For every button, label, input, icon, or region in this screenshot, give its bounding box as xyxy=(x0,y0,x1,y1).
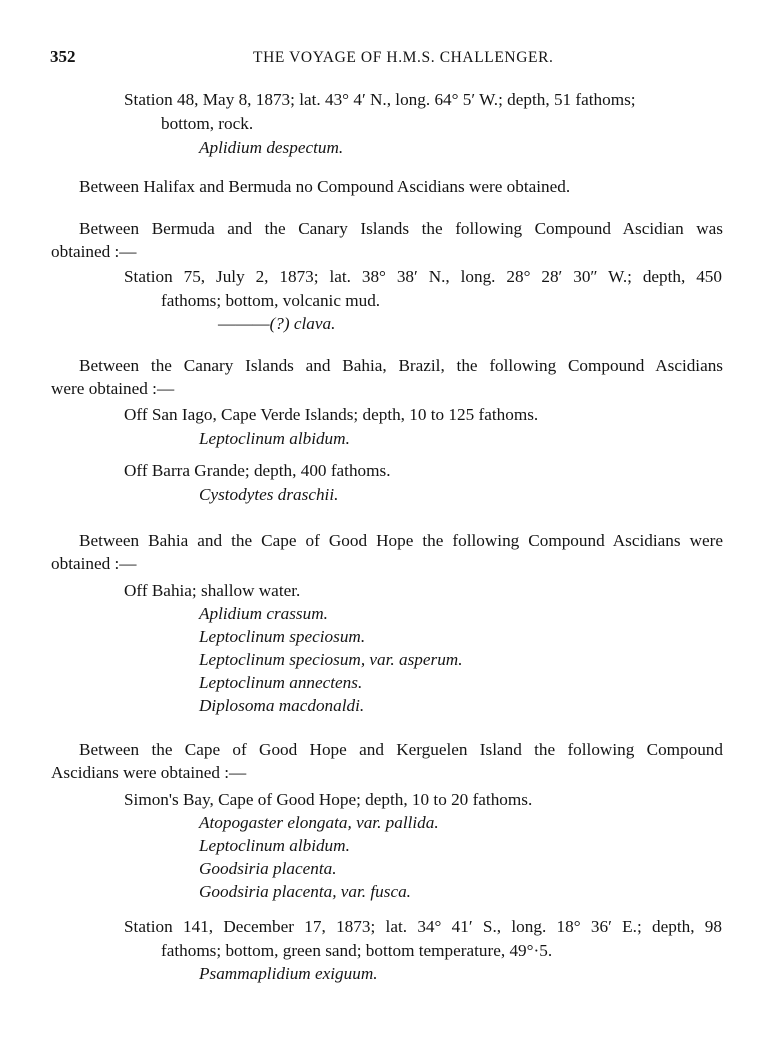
paragraph-halifax-bermuda: Between Halifax and Bermuda no Compound Ascidians were obtained. xyxy=(79,177,571,196)
species-name: Diplosoma macdonaldi. xyxy=(199,696,365,715)
running-title: THE VOYAGE OF H.M.S. CHALLENGER. xyxy=(253,49,554,66)
species-epithet: (?) clava. xyxy=(269,314,336,333)
genus-dash: ——— xyxy=(218,314,270,333)
paragraph-canary-bahia-line-1: Between the Canary Islands and Bahia, Brazil, the following Compound Ascidians xyxy=(79,356,723,375)
species-name: Psammaplidium exiguum. xyxy=(199,964,378,983)
species-name: Aplidium crassum. xyxy=(199,604,328,623)
species-name: Leptoclinum albidum. xyxy=(199,429,350,448)
species-name: Goodsiria placenta, var. fusca. xyxy=(199,882,411,901)
page-number: 352 xyxy=(50,47,76,66)
paragraph-cape-kerguelen-line-2: Ascidians were obtained :— xyxy=(51,763,247,782)
paragraph-bahia-cape-line-1: Between Bahia and the Cape of Good Hope the following Compound Ascidians were xyxy=(79,531,723,550)
station-75-line-1: Station 75, July 2, 1873; lat. 38° 38′ N., long. 28° 28′ 30″ W.; depth, 450 xyxy=(124,267,722,286)
locality-san-iago: Off San Iago, Cape Verde Islands; depth, 10 to 125 fathoms. xyxy=(124,405,539,424)
paragraph-bermuda-canary-line-1: Between Bermuda and the Canary Islands the following Compound Ascidian was xyxy=(79,219,723,238)
station-141-line-1: Station 141, December 17, 1873; lat. 34° 41′ S., long. 18° 36′ E.; depth, 98 xyxy=(124,917,722,936)
species-name: Leptoclinum annectens. xyxy=(199,673,363,692)
paragraph-bahia-cape-line-2: obtained :— xyxy=(51,554,137,573)
station-48-line-2: bottom, rock. xyxy=(161,114,254,133)
species-name: Leptoclinum speciosum. xyxy=(199,627,366,646)
paragraph-canary-bahia-line-2: were obtained :— xyxy=(51,379,175,398)
paragraph-cape-kerguelen-line-1: Between the Cape of Good Hope and Kerguelen Island the following Compound xyxy=(79,740,723,759)
paragraph-bermuda-canary-line-2: obtained :— xyxy=(51,242,137,261)
species-name xyxy=(218,313,335,335)
station-141-line-2: fathoms; bottom, green sand; bottom temperature, 49°·5. xyxy=(161,941,553,960)
locality-simons-bay: Simon's Bay, Cape of Good Hope; depth, 10 to 20 fathoms. xyxy=(124,790,533,809)
locality-off-bahia: Off Bahia; shallow water. xyxy=(124,581,301,600)
species-name: Atopogaster elongata, var. pallida. xyxy=(199,813,439,832)
species-name: Aplidium despectum. xyxy=(199,138,344,157)
species-name: Cystodytes draschii. xyxy=(199,485,339,504)
species-name: Leptoclinum albidum. xyxy=(199,836,350,855)
station-75-line-2: fathoms; bottom, volcanic mud. xyxy=(161,291,381,310)
species-name: Leptoclinum speciosum, var. asperum. xyxy=(199,650,463,669)
station-48-line-1: Station 48, May 8, 1873; lat. 43° 4′ N., long. 64° 5′ W.; depth, 51 fathoms; xyxy=(124,90,636,109)
locality-barra-grande: Off Barra Grande; depth, 400 fathoms. xyxy=(124,461,391,480)
species-name: Goodsiria placenta. xyxy=(199,859,337,878)
